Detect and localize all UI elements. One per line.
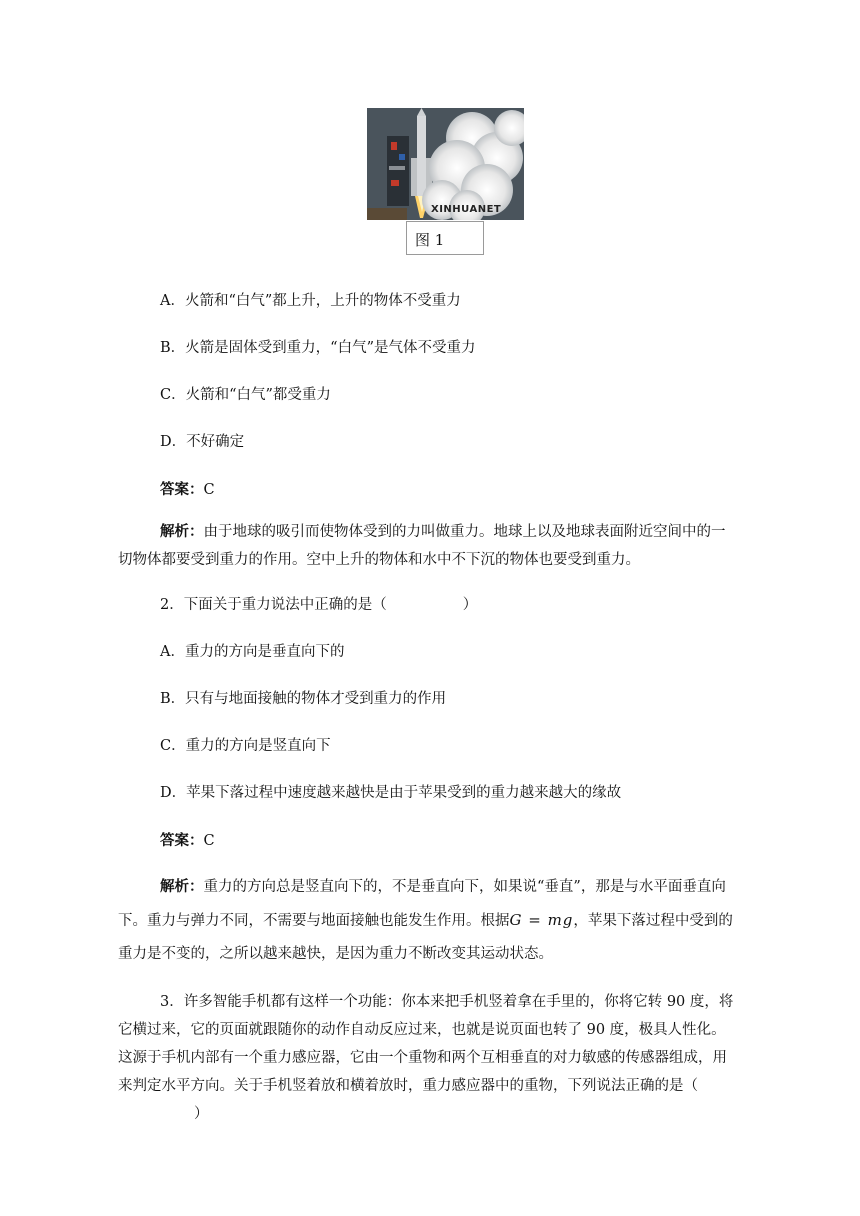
q2-analysis: [118, 870, 736, 971]
q2-option-a: A．重力的方向是垂直向下的: [160, 644, 345, 660]
q2-analysis-text: 重力的方向总是竖直向下的，不是垂直向下，如果说“垂直”，那是与水平面垂直向下。重力与弹力不同，不需要与地面接触也能发生作用。根据: [118, 879, 726, 929]
q1-answer-value: C: [203, 482, 215, 498]
q3-stem: [118, 988, 736, 1128]
watermark-text: XINHUANET: [431, 204, 502, 215]
q2-answer: [160, 829, 215, 850]
q3-stem-text: 3．许多智能手机都有这样一个功能：你本来把手机竖着拿在手里的，你将它转 90 度，将它横过来，它的页面就跟随你的动作自动反应过来，也就是说页面也转了 90 度，极具人性化。这源于手机内部有一个重力感应器，它由一个重物和两个互相垂直的对力敏感的传感器组成，用来判定水平方向。关于手机竖着放和横着放时，重力感应器中的重物，下列说法正确的是（: [118, 994, 734, 1094]
q1-option-d: D．不好确定: [160, 434, 245, 450]
q2-stem-text: 2．下面关于重力说法中正确的是（: [160, 597, 387, 613]
q2-answer-label: 答案：: [160, 832, 204, 849]
rocket-launch-photo: [367, 108, 524, 220]
q1-answer: [160, 478, 215, 499]
q2-option-c: C．重力的方向是竖直向下: [160, 738, 331, 754]
gravity-formula: G = mg: [509, 911, 574, 929]
q2-stem-close: ）: [462, 597, 478, 613]
figure-caption: 图 1: [415, 231, 445, 249]
figure-caption-box: [406, 221, 484, 255]
q1-option-a: A．火箭和“白气”都上升，上升的物体不受重力: [160, 293, 461, 309]
q2-stem: [160, 593, 477, 614]
q1-answer-label: 答案：: [160, 481, 204, 498]
q2-analysis-label: 解析：: [160, 878, 204, 895]
q1-analysis-label: 解析：: [160, 523, 204, 540]
q2-analysis-text-end: ，苹果下落过程中受到的重力是不变的，之所以越来越快，是因为重力不断改变其运动状态。: [118, 913, 733, 962]
q2-option-b: B．只有与地面接触的物体才受到重力的作用: [160, 691, 447, 707]
q1-analysis-text: 由于地球的吸引而使物体受到的力叫做重力。地球上以及地球表面附近空间中的一切物体都要受到重力的作用。空中上升的物体和水中不下沉的物体也要受到重力。: [118, 524, 726, 568]
q3-stem-close: ）: [194, 1106, 209, 1122]
q2-answer-value: C: [203, 833, 215, 849]
q1-option-b: B．火箭是固体受到重力，“白气”是气体不受重力: [160, 340, 476, 356]
q1-analysis: [118, 518, 736, 574]
q1-option-c: C．火箭和“白气”都受重力: [160, 387, 331, 403]
q2-option-d: D．苹果下落过程中速度越来越快是由于苹果受到的重力越来越大的缘故: [160, 785, 622, 801]
